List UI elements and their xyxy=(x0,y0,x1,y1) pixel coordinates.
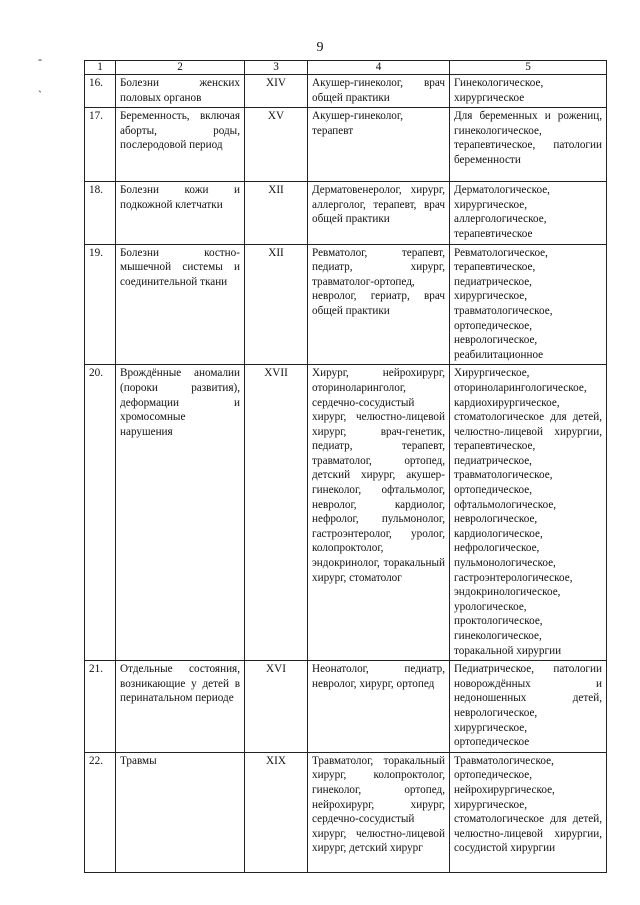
profile-cell: Хирургическое, оториноларингологическое, кардиохирургическое, стоматологическое для детей, челюстно-лицевой хирургии, терапевтическое, педиатрическое, травматологическое, ортопедическое, офтальмологическое, неврологическое, кардиологическое, нефрологическое, пульмонологическое, гастроэнтерологическое, эндокринологическое, урологическое, проктологическое, гинекологическое, торакальной хирургии xyxy=(450,365,607,661)
row-number: 22. xyxy=(85,752,116,872)
row-number: 18. xyxy=(85,182,116,244)
class-cell: XVII xyxy=(245,365,308,661)
table-row xyxy=(85,244,607,365)
header-row xyxy=(85,61,607,75)
specialists-cell: Акушер-гинеколог, терапевт xyxy=(308,108,450,182)
row-number: 17. xyxy=(85,108,116,182)
profile-cell: Гинекологическое, хирургическое xyxy=(450,75,607,108)
disease-cell: Отдельные состояния, возникающие у детей в перинатальном периоде xyxy=(116,661,245,753)
class-cell: XVI xyxy=(245,661,308,753)
specialty-table xyxy=(84,60,607,873)
table-row xyxy=(85,661,607,753)
row-number: 21. xyxy=(85,661,116,753)
page-number: 9 xyxy=(316,40,324,55)
class-cell: XV xyxy=(245,108,308,182)
column-header: 3 xyxy=(245,61,308,75)
class-cell: XIV xyxy=(245,75,308,108)
row-number: 19. xyxy=(85,244,116,365)
disease-cell: Болезни костно-мышечной системы и соединительной ткани xyxy=(116,244,245,365)
class-cell: XIX xyxy=(245,752,308,872)
column-header: 2 xyxy=(116,61,245,75)
margin-mark: ` xyxy=(38,88,42,102)
disease-cell: Болезни женских половых органов xyxy=(116,75,245,108)
specialists-cell: Акушер-гинеколог, врач общей практики xyxy=(308,75,450,108)
profile-cell: Травматологическое, ортопедическое, нейрохирургическое, хирургическое, стоматологическое для детей, челюстно-лицевой хирургии, сосудистой хирургии xyxy=(450,752,607,872)
specialists-cell: Ревматолог, терапевт, педиатр, хирург, травматолог-ортопед, невролог, гериатр, врач общей практики xyxy=(308,244,450,365)
table-row xyxy=(85,182,607,244)
table-row xyxy=(85,108,607,182)
table-row xyxy=(85,75,607,108)
specialists-cell: Травматолог, торакальный хирург, колопроктолог, гинеколог, ортопед, нейрохирург, хирург, сердечно-сосудистый хирург, челюстно-лицевой хирург, детский хирург xyxy=(308,752,450,872)
profile-cell: Ревматологическое, терапевтическое, педиатрическое, хирургическое, травматологическое, ортопедическое, неврологическое, реабилитационное xyxy=(450,244,607,365)
row-number: 20. xyxy=(85,365,116,661)
table-row xyxy=(85,365,607,661)
profile-cell: Для беременных и рожениц, гинекологическое, терапевтическое, патологии беременности xyxy=(450,108,607,182)
column-header: 4 xyxy=(308,61,450,75)
margin-mark: - xyxy=(38,52,42,66)
table-row xyxy=(85,752,607,872)
profile-cell: Педиатрическое, патологии новорождённых и недоношенных детей, неврологическое, хирургическое, ортопедическое xyxy=(450,661,607,753)
row-number: 16. xyxy=(85,75,116,108)
class-cell: XII xyxy=(245,182,308,244)
specialists-cell: Дерматовенеролог, хирург, аллерголог, терапевт, врач общей практики xyxy=(308,182,450,244)
disease-cell: Травмы xyxy=(116,752,245,872)
profile-cell: Дерматологическое, хирургическое, аллергологическое, терапевтическое xyxy=(450,182,607,244)
disease-cell: Врождённые аномалии (пороки развития), деформации и хромосомные нарушения xyxy=(116,365,245,661)
class-cell: XII xyxy=(245,244,308,365)
specialists-cell: Хирург, нейрохирург, оториноларинголог, сердечно-сосудистый хирург, челюстно-лицевой хирург, врач-генетик, педиатр, терапевт, травматолог, ортопед, детский хирург, акушер-гинеколог, офтальмолог, невролог, кардиолог, нефролог, пульмонолог, гастроэнтеролог, уролог, колопроктолог, эндокринолог, торакальный хирург, стоматолог xyxy=(308,365,450,661)
column-header: 5 xyxy=(450,61,607,75)
disease-cell: Болезни кожи и подкожной клетчатки xyxy=(116,182,245,244)
specialists-cell: Неонатолог, педиатр, невролог, хирург, ортопед xyxy=(308,661,450,753)
column-header: 1 xyxy=(85,61,116,75)
disease-cell: Беременность, включая аборты, роды, послеродовой период xyxy=(116,108,245,182)
